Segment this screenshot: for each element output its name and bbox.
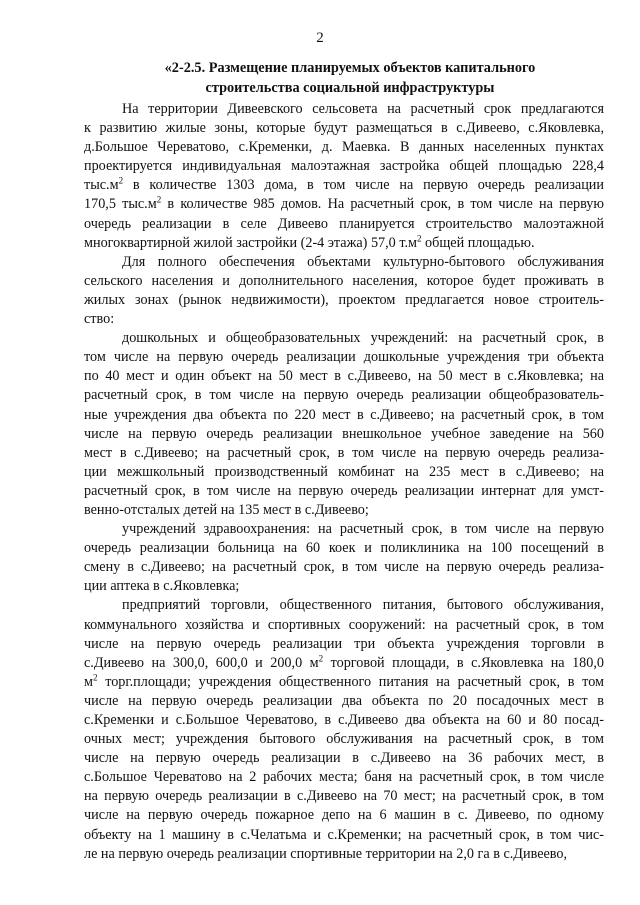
heading-line: «2-2.5. Размещение планируемых объектов капитального [164,60,536,76]
text-line: коммунального хозяйства и спортивных сооружений: на расчетный срок, в том [84,616,604,633]
text-line: очных мест; учреждения бытового обслуживания на расчетный срок, в том [84,731,604,748]
text-line: расчетный срок, в том числе на первую очередь реализации интернат для умст- [84,482,604,499]
text-line: очередь реализации больница на 60 коек и поликлиника на 100 посещений в [84,540,604,557]
text-line: на первую очередь реализации в с.Дивеево на 70 мест; на расчетный срок, в том [84,788,604,805]
text-line: дошкольных и общеобразовательных учреждений: на расчетный срок, в [122,330,604,347]
text-line: ции аптека в с.Яковлевка; [84,578,240,595]
text-line: очередь реализации в селе Дивеево планируется строительство малоэтажной [84,215,604,232]
text-line: числе на первую очередь реализации внешкольное учебное заведение на 560 [84,425,604,442]
page-number: 2 [316,30,324,46]
text-line: проектируется индивидуальная малоэтажная застройка общей площадью 228,4 [84,158,604,175]
text-line: с.Дивеево на 300,0, 600,0 и 200,0 $м^2$ торговой площади, в с.Яковлевка на 180,0 [84,652,604,671]
text-line: с.Большое Череватово на 2 рабочих места; баня на расчетный срок, в том числе [84,769,604,786]
text-line: $тыс.м^2$ в количестве 1303 дома, в том числе на первую очередь реализации [84,175,604,194]
document-body [84,100,604,864]
text-line: предприятий торговли, общественного питания, бытового обслуживания, [122,597,604,614]
text-line: мест в с.Дивеево; на расчетный срок, в том числе на первую очередь реализа- [84,444,604,461]
paragraph [84,253,604,329]
text-line: том числе на первую очередь реализации дошкольные учреждения три объекта [84,349,604,366]
paragraph [84,596,604,863]
text-line: многоквартирной жилой застройки (2-4 этажа) 57,0 $т.м^2$ общей площадью. [84,232,535,251]
text-line: учреждений здравоохранения: на расчетный срок, в том числе на первую [122,521,604,538]
text-line: ство: [84,311,115,328]
text-line: венно-отсталых детей на 135 мест в с.Дивеево; [84,501,369,518]
text-line: д.Большое Череватово, с.Кременки, д. Маевка. В данных населенных пунктах [84,139,604,156]
section-heading [110,58,590,98]
text-line: смену в с.Дивеево; на расчетный срок, в том числе на первую очередь реализа- [84,559,604,576]
heading-line: строительства социальной инфраструктуры [205,80,495,96]
text-line: ции межшкольный производственный комбинат на 235 мест в с.Дивеево; на [84,463,604,480]
text-line: объекту на 1 машину в с.Челатьма и с.Кременки; на расчетный срок, в том чис- [84,826,604,843]
text-line: жилых зонах (рынок недвижимости), проектом предлагается новое строитель- [84,291,604,308]
text-line: Для полного обеспечения объектами культурно-бытового обслуживания [122,253,604,270]
text-line: расчетный срок, в том числе на первую очередь реализации общеобразователь- [84,387,604,404]
paragraph [84,520,604,596]
text-line: к развитию жилые зоны, которые будут размещаться в с.Дивеево, с.Яковлевка, [84,120,604,137]
text-line: числе на первую очередь реализации в с.Дивеево на 36 рабочих мест, в [84,750,604,767]
paragraph [84,100,604,253]
text-line: числе на первую очередь пожарное депо на 6 машин в с. Дивеево, по одному [84,807,604,824]
text-line: с.Кременки и с.Большое Череватово, в с.Дивеево два объекта на 60 и 80 посад- [84,712,604,728]
text-line: ные учреждения два объекта по 220 мест в с.Дивеево; на расчетный срок, в том [84,406,604,423]
text-line: ле на первую очередь реализации спортивные территории на 2,0 га в с.Дивеево, [84,845,568,862]
text-line: На территории Дивеевского сельсовета на расчетный срок предлагаются [122,101,604,117]
text-line: по 40 мест и один объект на 50 мест в с.Дивеево, на 50 мест в с.Яковлевка; на [84,368,604,385]
text-line: сельского населения и дополнительного населения, которое будет проживать в [84,272,604,289]
text-line: числе на первую очередь реализации три объекта учреждения торговли в [84,635,604,652]
text-line: 170,5 $тыс.м^2$ в количестве 985 домов. На расчетный срок, в том числе на первую [84,194,605,213]
text-line: $м^2$ торг.площади; учреждения общественного питания на расчетный срок, в том [84,672,604,690]
paragraph [84,329,604,520]
text-line: числе на первую очередь реализации два объекта по 20 посадочных мест в [84,692,604,709]
